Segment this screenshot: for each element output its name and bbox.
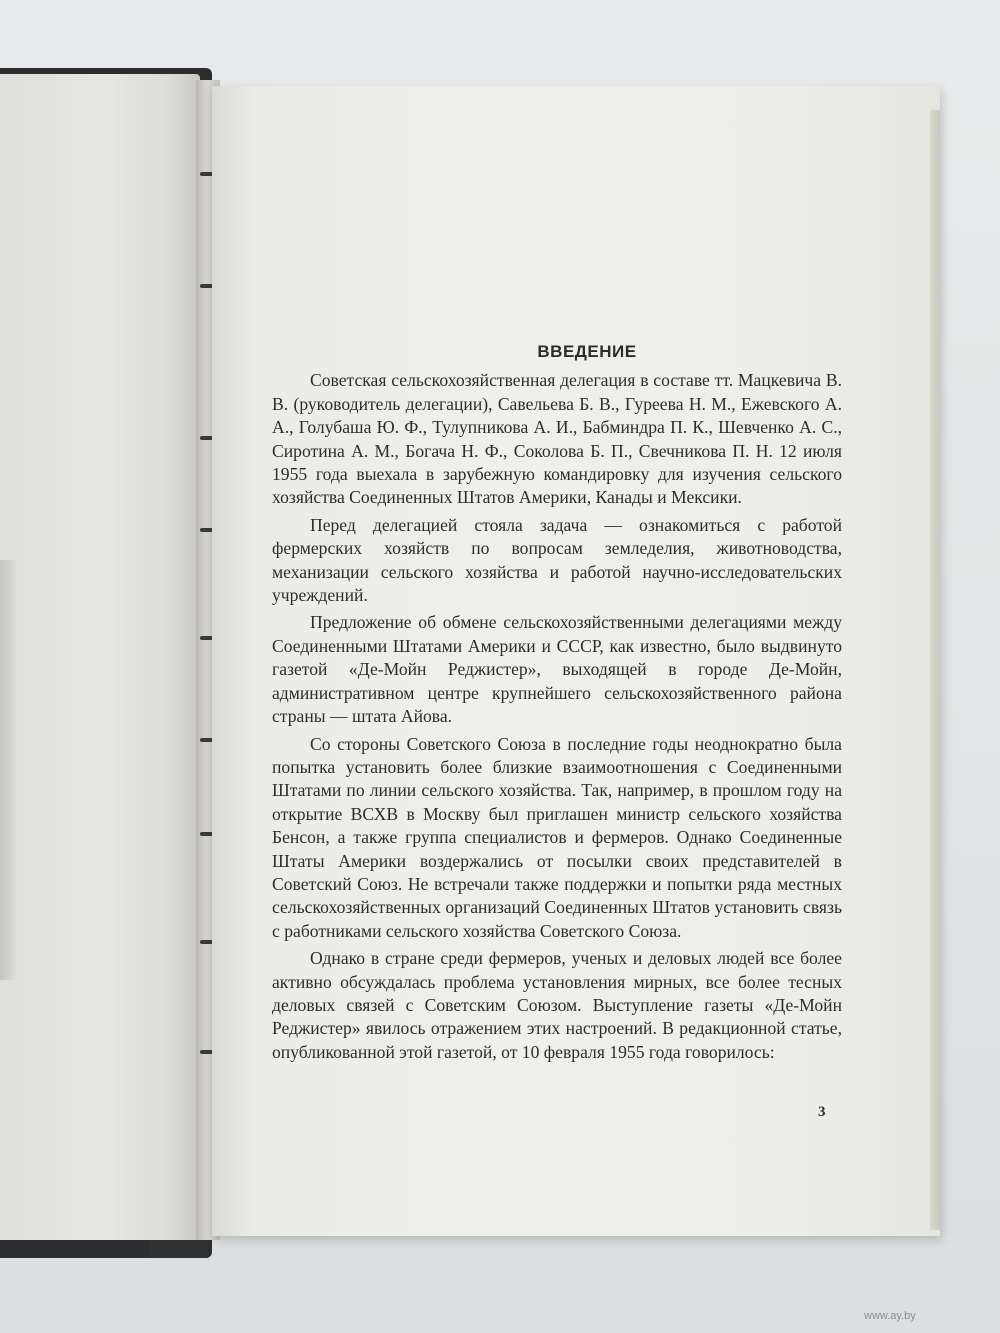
paragraph-soviet-attempts: Со стороны Советского Союза в последние годы неоднократно была попытка установить более близкие взаимоотношения с Соединенными Штатами по линии сельского хозяйства. Так, например, в прошлом году на открытие ВСХВ в Москву был приглашен министр сельского хозяйства Бенсон, а также группа специалистов и фермеров. Однако Соединенные Штаты Америки воздержались от посылки своих представителей в Советский Союз. Не встречали также поддержки и попытки ряда местных сельскохозяйственных организаций Соединенных Штатов установить связь с работниками сельского хозяйства Советского Союза. <box>272 733 842 941</box>
paragraph-task: Перед делегацией стояла задача — ознакомиться с работой фермерских хозяйств по вопросам земледелия, животноводства, механизации сельского хозяйства и работой научно-исследовательских учреждений. <box>272 514 842 606</box>
left-endpaper <box>0 74 200 1240</box>
paragraph-proposal: Предложение об обмене сельскохозяйственными делегациями между Соединенными Штатами Америки и СССР, как известно, было выдвинуто газетой «Де-Мойн Реджистер», выходящей в городе Де-Мойн, административном центре крупнейшего сельскохозяйственного района страны — штата Айова. <box>272 612 842 727</box>
page-heading: ВВЕДЕНИЕ <box>537 342 637 361</box>
paragraph-discussion: Однако в стране среди фермеров, ученых и деловых людей все более активно обсуждалась проблема установления мирных, все более тесных деловых связей с Советским Союзом. Выступление газеты «Де-Мойн Реджистер» явилось отражением этих настроений. В редакционной статье, опубликованной этой газетой, от 10 февраля 1955 года говорилось: <box>272 948 842 1062</box>
watermark: www.ay.by <box>864 1310 916 1322</box>
page-edge <box>930 110 940 1230</box>
page-text <box>272 340 842 1068</box>
left-page-shadow <box>0 560 18 980</box>
page-number: 3 <box>818 1104 826 1120</box>
paragraph-delegation: Советская сельскохозяйственная делегация в составе тт. Мацкевича В. В. (руководитель делегации), Савельева Б. В., Гуреева Н. М., Ежевского А. А., Голубаша Ю. Ф., Тулупникова А. И., Бабминдра П. К., Шевченко А. С., Сиротина А. М., Богача Н. Ф., Соколова Б. П., Свечникова П. Н. 12 июля 1955 года выехала в зарубежную командировку для изучения сельского хозяйства Соединенных Штатов Америки, Канады и Мексики. <box>272 370 842 508</box>
